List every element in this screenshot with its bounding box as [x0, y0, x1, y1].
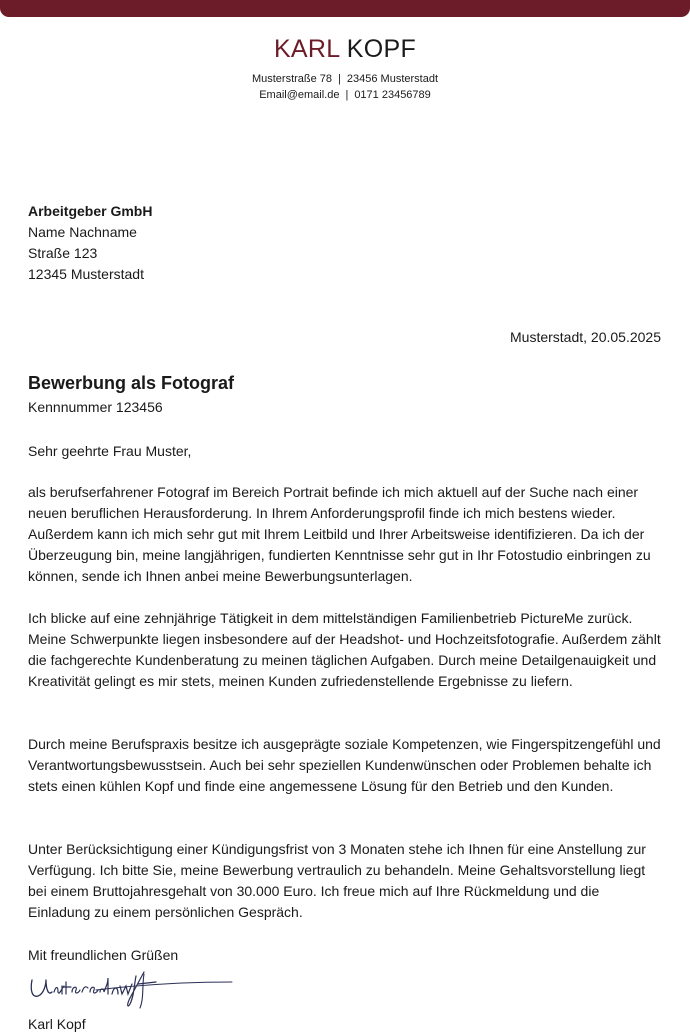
paragraph-text: Ich blicke auf eine zehnjährige Tätigkeit in dem mittelständigen Familienbetrieb PictureMe zurück. Meine Schwerpunkte liegen insbesondere auf der Headshot- und Hochzeitsfotografie. Außerdem zählt die fachgerechte Kundenberatung zu meinen täglichen Aufgaben. Durch meine Detailgenauigkeit und Kreativität gelingt es mir stets, meinen Kunden zufriedenstellende Ergebnisse zu liefern. [28, 610, 661, 689]
body-paragraph [28, 608, 664, 692]
address-street: Musterstraße 78 [251, 73, 333, 85]
recipient-city: 12345 Musterstadt [28, 266, 144, 282]
recipient-address [28, 201, 664, 285]
salutation: Sehr geehrte Frau Muster, [28, 443, 192, 459]
phone: 0171 23456789 [354, 89, 431, 101]
separator: | [338, 73, 341, 85]
recipient-street: Straße 123 [28, 245, 98, 261]
recipient-contact: Name Nachname [28, 224, 137, 240]
header-accent-bar [0, 0, 690, 17]
applicant-first-name: KARL [273, 35, 340, 63]
address-city: 23456 Musterstadt [346, 73, 439, 85]
paragraph-text: Durch meine Berufspraxis besitze ich ausgeprägte soziale Kompetenzen, wie Fingerspitzengefühl und Verantwortungsbewusstsein. Auch bei sehr speziellen Kundenwünschen oder Problemen behalte ich stets einen kühlen Kopf und finde eine angemessene Lösung für den Betrieb und den Kunden. [28, 736, 661, 794]
applicant-contact [0, 88, 690, 102]
reference-number: Kennnummer 123456 [28, 399, 163, 415]
separator: | [345, 89, 349, 101]
body-paragraph [28, 482, 664, 587]
handwritten-signature [26, 966, 236, 1016]
applicant-address [0, 72, 690, 86]
letter-subject: Bewerbung als Fotograf [28, 373, 235, 393]
email: Email@email.de [259, 89, 340, 101]
applicant-name [0, 33, 690, 65]
closing: Mit freundlichen Grüßen [28, 947, 179, 963]
paragraph-text: Unter Berücksichtigung einer Kündigungsfrist von 3 Monaten stehe ich Ihnen für eine Anstellung zur Verfügung. Ich bitte Sie, meine Bewerbung vertraulich zu behandeln. Meine Gehaltsvorstellung liegt bei einem Bruttojahresgehalt von 30.000 Euro. Ich freue mich auf Ihre Rückmeldung und die Einladung zu einem persönlichen Gespräch. [28, 841, 646, 920]
recipient-company: Arbeitgeber GmbH [28, 203, 153, 219]
body-paragraph [28, 839, 664, 923]
signer-name: Karl Kopf [28, 1016, 86, 1032]
body-paragraph [28, 734, 664, 797]
applicant-last-name: KOPF [346, 35, 417, 63]
letter-date: Musterstadt, 20.05.2025 [510, 329, 661, 345]
paragraph-text: als berufserfahrener Fotograf im Bereich Portrait befinde ich mich aktuell auf der Suche nach einer neuen beruflichen Herausforderung. In Ihrem Anforderungsprofil finde ich mich bestens wieder. Außerdem kann ich mich sehr gut mit Ihrem Leitbild und Ihrer Arbeitsweise identifizieren. Da ich der Überzeugung bin, meine langjährigen, fundierten Kenntnisse sehr gut in Ihr Fotostudio einbringen zu können, sende ich Ihnen anbei meine Bewerbungsunterlagen. [28, 484, 651, 584]
